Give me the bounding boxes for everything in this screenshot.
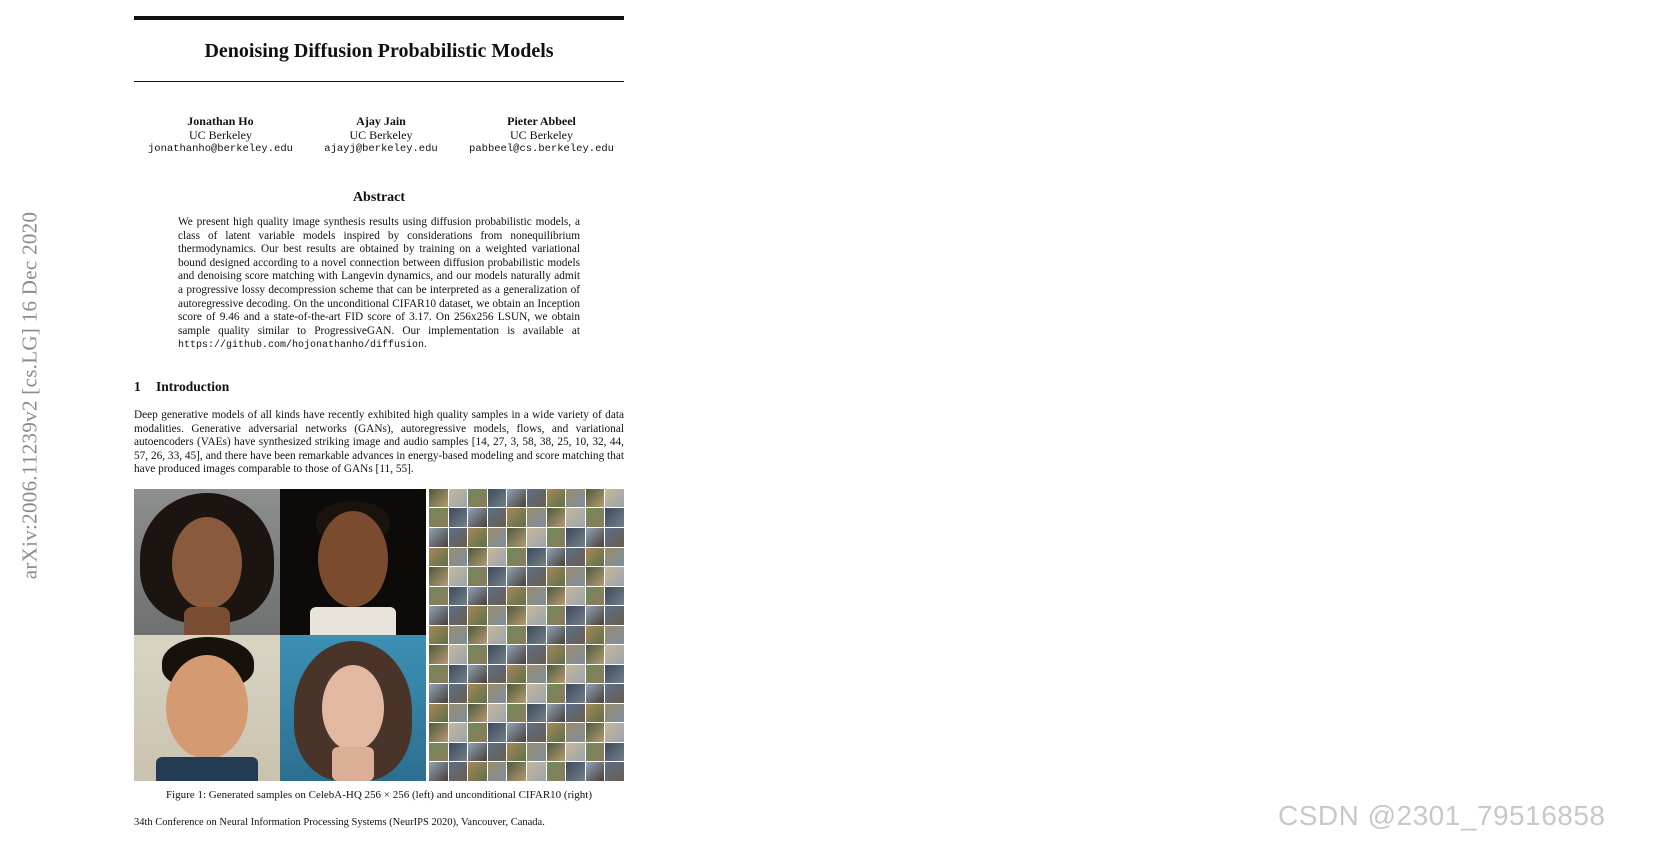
cifar-thumbnail [507, 528, 526, 547]
cifar-thumbnail [507, 684, 526, 703]
cifar-thumbnail [527, 645, 546, 664]
cifar-thumbnail [468, 762, 487, 781]
cifar-thumbnail [507, 743, 526, 762]
cifar-thumbnail [547, 645, 566, 664]
cifar-thumbnail [566, 762, 585, 781]
cifar-thumbnail [507, 626, 526, 645]
cifar-thumbnail [527, 528, 546, 547]
cifar-thumbnail [507, 587, 526, 606]
arxiv-id-text: arXiv:2006.11239v2 [cs.LG] 16 Dec 2020 [17, 211, 42, 579]
cifar-thumbnail [547, 684, 566, 703]
cifar-thumbnail [586, 684, 605, 703]
cifar-thumbnail [488, 528, 507, 547]
cifar-thumbnail [449, 587, 468, 606]
cifar-thumbnail [449, 508, 468, 527]
cifar-thumbnail [527, 567, 546, 586]
cifar-thumbnail [468, 548, 487, 567]
cifar-thumbnail [586, 626, 605, 645]
cifar-thumbnail [566, 645, 585, 664]
author-block [134, 114, 624, 156]
cifar-thumbnail [547, 489, 566, 508]
abstract-end: . [424, 338, 427, 351]
cifar-thumbnail [449, 665, 468, 684]
cifar-thumbnail [507, 489, 526, 508]
cifar-thumbnail [527, 508, 546, 527]
author-affiliation: UC Berkeley [510, 128, 573, 142]
cifar-thumbnail [566, 723, 585, 742]
cifar-thumbnail [605, 743, 624, 762]
cifar-thumbnail [449, 743, 468, 762]
cifar-thumbnail [527, 626, 546, 645]
cifar-thumbnail [468, 743, 487, 762]
cifar-thumbnail [527, 723, 546, 742]
figure-1 [134, 489, 624, 781]
cifar-thumbnail [527, 762, 546, 781]
cifar-thumbnail [468, 567, 487, 586]
cifar-thumbnail [547, 626, 566, 645]
cifar-thumbnail [449, 626, 468, 645]
cifar-thumbnail [429, 548, 448, 567]
cifar-thumbnail [527, 606, 546, 625]
cifar-thumbnail [468, 606, 487, 625]
abstract-text [178, 216, 580, 353]
cifar-thumbnail [566, 704, 585, 723]
cifar-thumbnail [429, 704, 448, 723]
cifar-thumbnail [527, 665, 546, 684]
cifar-thumbnail [468, 587, 487, 606]
abstract-body: We present high quality image synthesis results using diffusion probabilistic models, a class of latent variable models inspired by considerations from nonequilibrium thermodynamics. Our best results are obtained by training on a weighted variational bound designed according to a novel connection between diffusion probabilistic models and denoising score matching with Langevin dynamics, and our models naturally admit a progressive lossy decompression scheme that can be interpreted as a generalization of autoregressive decoding. On the unconditional CIFAR10 dataset, we obtain an Inception score of 9.46 and a state-of-the-art FID score of 3.17. On 256x256 LSUN, we obtain sample quality similar to ProgressiveGAN. Our implementation is available at [178, 216, 580, 337]
cifar-thumbnail [547, 665, 566, 684]
cifar-thumbnail [507, 508, 526, 527]
cifar-thumbnail [605, 567, 624, 586]
cifar-thumbnail [507, 665, 526, 684]
cifar-thumbnail [586, 508, 605, 527]
cifar-thumbnail [488, 626, 507, 645]
author-affiliation: UC Berkeley [349, 128, 413, 142]
cifar-thumbnail [429, 626, 448, 645]
cifar-thumbnail [547, 528, 566, 547]
cifar-thumbnail [566, 665, 585, 684]
face-sample-2 [280, 489, 426, 635]
cifar-thumbnail [429, 743, 448, 762]
cifar-thumbnail [449, 723, 468, 742]
figure-1-caption: Figure 1: Generated samples on CelebA-HQ 256 × 256 (left) and unconditional CIFAR10 (right) [165, 788, 593, 801]
author-email[interactable]: pabbeel@cs.berkeley.edu [469, 143, 614, 155]
code-url-link[interactable]: https://github.com/hojonathanho/diffusion [178, 340, 425, 352]
cifar-thumbnail [547, 567, 566, 586]
cifar-thumbnail [507, 567, 526, 586]
cifar-thumbnail [547, 587, 566, 606]
cifar-thumbnail [468, 684, 487, 703]
cifar-thumbnail [449, 489, 468, 508]
cifar-thumbnail [547, 606, 566, 625]
cifar-thumbnail [605, 723, 624, 742]
cifar-thumbnail [429, 508, 448, 527]
cifar-thumbnail [429, 762, 448, 781]
paper-title: Denoising Diffusion Probabilistic Models [204, 40, 554, 62]
introduction-paragraph: Deep generative models of all kinds have recently exhibited high quality samples in a wide variety of data modalities. Generative adversarial networks (GANs), autoregressive models, flows, and variational autoencoders (VAEs) have synthesized striking image and audio samples [14, 27, 3, 58, 38, 25, 10, 32, 44, 57, 26, 33, 45], and there have been remarkable advances in energy-based modeling and score matching that have produced images comparable to those of GANs [11, 55]. [134, 408, 624, 476]
cifar-thumbnail [488, 606, 507, 625]
cifar-thumbnail [605, 665, 624, 684]
cifar-thumbnail [429, 489, 448, 508]
paper-page [134, 16, 624, 828]
cifar-thumbnail [586, 704, 605, 723]
arxiv-side-stamp [12, 175, 48, 615]
cifar-thumbnail [586, 762, 605, 781]
cifar-thumbnail [488, 704, 507, 723]
cifar-thumbnail [566, 606, 585, 625]
cifar-thumbnail [586, 528, 605, 547]
cifar-thumbnail [468, 645, 487, 664]
cifar-thumbnail [468, 704, 487, 723]
cifar-thumbnail [429, 665, 448, 684]
cifar-thumbnail [488, 723, 507, 742]
cifar-thumbnail [586, 665, 605, 684]
cifar-thumbnail [468, 489, 487, 508]
cifar-thumbnail [429, 645, 448, 664]
cifar-thumbnail [488, 684, 507, 703]
cifar-thumbnail [566, 743, 585, 762]
cifar-thumbnail [605, 606, 624, 625]
cifar-thumbnail [468, 665, 487, 684]
cifar-thumbnail [429, 528, 448, 547]
cifar-thumbnail [605, 704, 624, 723]
cifar-thumbnail [488, 548, 507, 567]
cifar-thumbnail [605, 587, 624, 606]
cifar-thumbnail [429, 606, 448, 625]
cifar-thumbnail [586, 587, 605, 606]
cifar-thumbnail [586, 489, 605, 508]
face-sample-1 [134, 489, 280, 635]
cifar-thumbnail [429, 684, 448, 703]
cifar-thumbnail [429, 587, 448, 606]
cifar-thumbnail [468, 723, 487, 742]
cifar-thumbnail [449, 645, 468, 664]
cifar-thumbnail [449, 704, 468, 723]
author-email[interactable]: jonathanho@berkeley.edu [148, 143, 293, 155]
cifar-thumbnail [586, 645, 605, 664]
cifar-thumbnail [507, 548, 526, 567]
cifar-thumbnail [586, 723, 605, 742]
celeba-hq-samples [134, 489, 426, 781]
cifar-thumbnail [527, 743, 546, 762]
cifar-thumbnail [488, 645, 507, 664]
author-name: Pieter Abbeel [507, 114, 576, 128]
cifar-thumbnail [547, 723, 566, 742]
abstract-heading: Abstract [352, 190, 406, 205]
cifar-thumbnail [566, 489, 585, 508]
cifar-thumbnail [586, 743, 605, 762]
cifar-thumbnail [527, 548, 546, 567]
cifar-thumbnail [605, 528, 624, 547]
cifar-thumbnail [527, 684, 546, 703]
author-name: Ajay Jain [356, 114, 406, 128]
cifar-thumbnail [488, 762, 507, 781]
cifar-thumbnail [547, 762, 566, 781]
author-1 [148, 114, 293, 156]
cifar-thumbnail [605, 645, 624, 664]
cifar-thumbnail [547, 704, 566, 723]
cifar-thumbnail [566, 587, 585, 606]
cifar-thumbnail [566, 528, 585, 547]
cifar-thumbnail [605, 684, 624, 703]
cifar-thumbnail [527, 704, 546, 723]
cifar-thumbnail [449, 528, 468, 547]
cifar-thumbnail [566, 508, 585, 527]
title-bottom-rule [134, 81, 624, 82]
cifar-thumbnail [429, 723, 448, 742]
section-number: 1 [134, 378, 141, 394]
cifar-thumbnail [605, 508, 624, 527]
face-sample-4 [280, 635, 426, 781]
section-1-heading [134, 379, 624, 395]
cifar-thumbnail [605, 548, 624, 567]
cifar-thumbnail [507, 645, 526, 664]
cifar-thumbnail [488, 743, 507, 762]
cifar-thumbnail [507, 723, 526, 742]
cifar-thumbnail [527, 587, 546, 606]
cifar-thumbnail [449, 762, 468, 781]
section-title: Introduction [156, 378, 230, 394]
cifar-thumbnail [449, 567, 468, 586]
cifar-thumbnail [605, 489, 624, 508]
cifar-thumbnail [547, 548, 566, 567]
author-2 [324, 114, 437, 156]
cifar-thumbnail [547, 508, 566, 527]
cifar-thumbnail [449, 606, 468, 625]
cifar-thumbnail [605, 762, 624, 781]
cifar-thumbnail [566, 548, 585, 567]
title-top-rule [134, 16, 624, 20]
author-email[interactable]: ajayj@berkeley.edu [324, 143, 438, 155]
cifar-thumbnail [488, 567, 507, 586]
cifar-thumbnail [488, 508, 507, 527]
cifar-thumbnail [586, 548, 605, 567]
cifar-thumbnail [449, 684, 468, 703]
cifar-thumbnail [468, 528, 487, 547]
author-3 [469, 114, 614, 156]
cifar-thumbnail [507, 606, 526, 625]
cifar-thumbnail [507, 704, 526, 723]
cifar-thumbnail [429, 567, 448, 586]
cifar10-sample-grid [429, 489, 624, 781]
author-name: Jonathan Ho [187, 114, 254, 128]
conference-footnote: 34th Conference on Neural Information Processing Systems (NeurIPS 2020), Vancouver, Canada. [134, 816, 545, 828]
cifar-thumbnail [586, 567, 605, 586]
cifar-thumbnail [527, 489, 546, 508]
face-sample-3 [134, 635, 280, 781]
cifar-thumbnail [488, 489, 507, 508]
cifar-thumbnail [586, 606, 605, 625]
author-affiliation: UC Berkeley [188, 128, 252, 142]
cifar-thumbnail [507, 762, 526, 781]
cifar-thumbnail [468, 626, 487, 645]
cifar-thumbnail [605, 626, 624, 645]
cifar-thumbnail [488, 587, 507, 606]
cifar-thumbnail [566, 626, 585, 645]
cifar-thumbnail [488, 665, 507, 684]
cifar-thumbnail [566, 684, 585, 703]
cifar-thumbnail [566, 567, 585, 586]
csdn-watermark: CSDN @2301_79516858 [1278, 800, 1606, 831]
cifar-thumbnail [547, 743, 566, 762]
cifar-thumbnail [468, 508, 487, 527]
cifar-thumbnail [449, 548, 468, 567]
